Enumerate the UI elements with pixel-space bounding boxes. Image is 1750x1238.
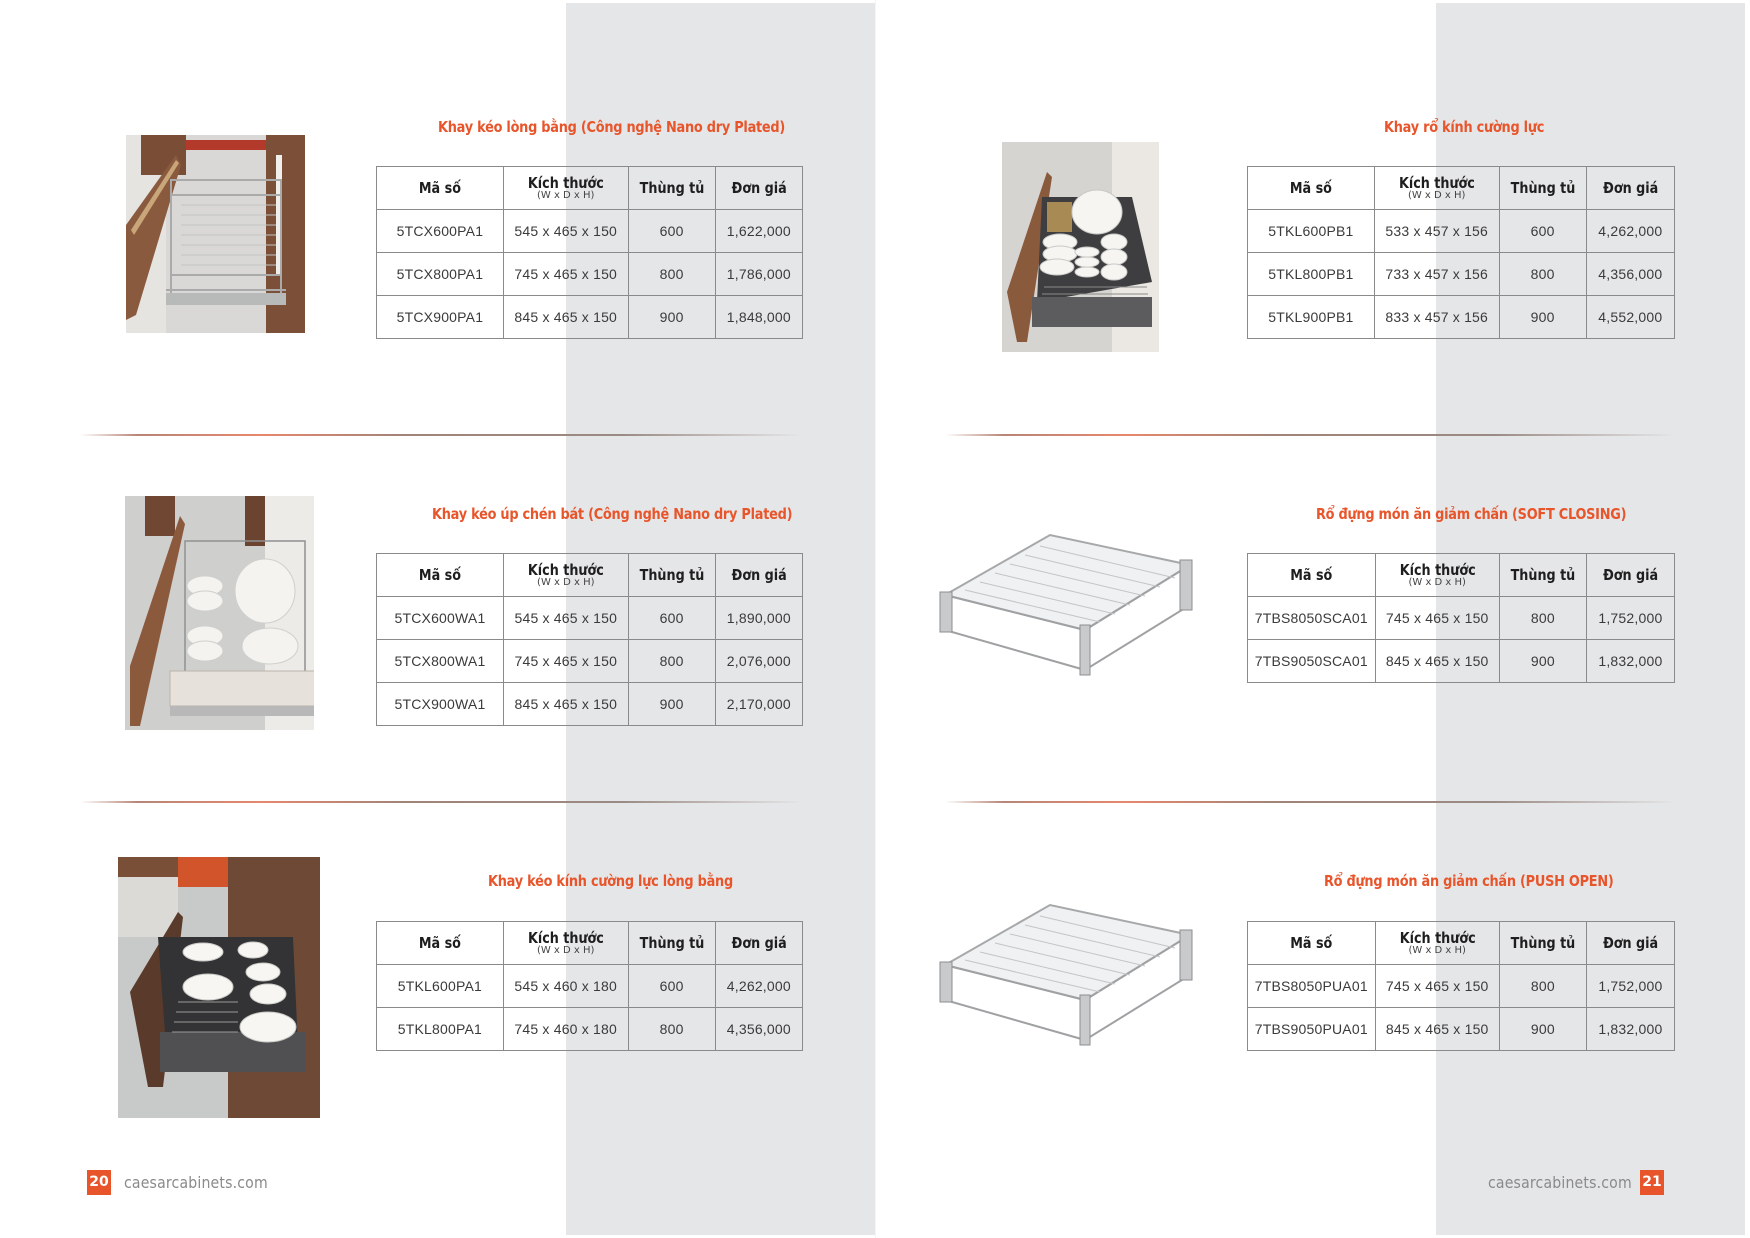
cell-cabinet: 800 bbox=[628, 253, 715, 296]
website-link[interactable]: caesarcabinets.com bbox=[1488, 1173, 1632, 1192]
section-divider bbox=[80, 434, 802, 436]
website-link[interactable]: caesarcabinets.com bbox=[124, 1173, 268, 1192]
cell-size: 845 x 465 x 150 bbox=[1375, 640, 1499, 683]
cell-price: 2,076,000 bbox=[715, 640, 802, 683]
table-row bbox=[1248, 296, 1675, 339]
table-row bbox=[1248, 253, 1675, 296]
table-header-row bbox=[377, 922, 803, 965]
cell-price: 1,786,000 bbox=[715, 253, 802, 296]
table-row bbox=[377, 210, 803, 253]
header-size: Kích thước (W x D x H) bbox=[503, 167, 628, 210]
cell-size: 845 x 465 x 150 bbox=[1375, 1008, 1499, 1051]
cell-cabinet: 600 bbox=[1499, 210, 1586, 253]
header-size: Kích thước (W x D x H) bbox=[503, 554, 628, 597]
cell-cabinet: 900 bbox=[1499, 1008, 1586, 1051]
cell-cabinet: 900 bbox=[628, 683, 715, 726]
header-size: Kích thước (W x D x H) bbox=[503, 922, 628, 965]
cell-price: 1,832,000 bbox=[1586, 1008, 1674, 1051]
cell-code: 5TCX800PA1 bbox=[377, 253, 504, 296]
cell-code: 5TKL800PB1 bbox=[1248, 253, 1375, 296]
cell-size: 833 x 457 x 156 bbox=[1374, 296, 1499, 339]
cell-cabinet: 900 bbox=[1499, 640, 1586, 683]
table-header-row bbox=[1248, 554, 1675, 597]
cell-cabinet: 800 bbox=[1499, 253, 1586, 296]
header-cabinet: Thùng tủ bbox=[628, 922, 715, 965]
table-row bbox=[1248, 1008, 1675, 1051]
section-title: Khay kéo kính cường lực lòng bằng bbox=[488, 872, 733, 890]
header-size: Kích thước (W x D x H) bbox=[1374, 167, 1499, 210]
cell-size: 545 x 460 x 180 bbox=[503, 965, 628, 1008]
cell-size: 733 x 457 x 156 bbox=[1374, 253, 1499, 296]
cell-price: 1,752,000 bbox=[1586, 597, 1674, 640]
cell-cabinet: 900 bbox=[1499, 296, 1586, 339]
price-table bbox=[1247, 166, 1675, 339]
cell-size: 745 x 460 x 180 bbox=[503, 1008, 628, 1051]
glass-basket-drawer-photo bbox=[1002, 142, 1159, 352]
header-price: Đơn giá bbox=[715, 167, 802, 210]
table-row bbox=[377, 1008, 803, 1051]
table-header-row bbox=[377, 554, 803, 597]
section-title: Khay kéo lòng bằng (Công nghệ Nano dry Plated) bbox=[438, 118, 786, 136]
wire-basket-soft-closing-photo bbox=[935, 520, 1200, 690]
cell-code: 5TCX900WA1 bbox=[377, 683, 504, 726]
section-divider bbox=[945, 434, 1675, 436]
header-code: Mã số bbox=[1248, 922, 1376, 965]
header-price: Đơn giá bbox=[1586, 554, 1674, 597]
section-title: Khay rổ kính cường lực bbox=[1384, 118, 1545, 136]
header-code: Mã số bbox=[377, 922, 504, 965]
cell-code: 5TKL600PB1 bbox=[1248, 210, 1375, 253]
cell-code: 5TKL800PA1 bbox=[377, 1008, 504, 1051]
cell-cabinet: 600 bbox=[628, 597, 715, 640]
table-row bbox=[1248, 640, 1675, 683]
cell-code: 7TBS9050SCA01 bbox=[1248, 640, 1376, 683]
header-size: Kích thước (W x D x H) bbox=[1375, 922, 1499, 965]
cell-cabinet: 600 bbox=[628, 210, 715, 253]
cell-code: 7TBS9050PUA01 bbox=[1248, 1008, 1376, 1051]
cell-size: 745 x 465 x 150 bbox=[503, 253, 628, 296]
cell-size: 845 x 465 x 150 bbox=[503, 296, 628, 339]
table-row bbox=[1248, 210, 1675, 253]
cell-cabinet: 900 bbox=[628, 296, 715, 339]
header-size: Kích thước (W x D x H) bbox=[1375, 554, 1499, 597]
wire-basket-push-open-photo bbox=[935, 890, 1200, 1060]
header-code: Mã số bbox=[377, 167, 504, 210]
section-title: Rổ đựng món ăn giảm chấn (PUSH OPEN) bbox=[1324, 872, 1614, 890]
cell-size: 545 x 465 x 150 bbox=[503, 597, 628, 640]
table-row bbox=[1248, 965, 1675, 1008]
price-table bbox=[376, 921, 803, 1051]
price-table bbox=[376, 166, 803, 339]
header-code: Mã số bbox=[377, 554, 504, 597]
cell-price: 1,848,000 bbox=[715, 296, 802, 339]
header-cabinet: Thùng tủ bbox=[1499, 554, 1586, 597]
header-code: Mã số bbox=[1248, 554, 1376, 597]
section-title: Rổ đựng món ăn giảm chấn (SOFT CLOSING) bbox=[1316, 505, 1627, 523]
cell-code: 5TCX600WA1 bbox=[377, 597, 504, 640]
header-code: Mã số bbox=[1248, 167, 1375, 210]
cell-code: 5TKL600PA1 bbox=[377, 965, 504, 1008]
header-price: Đơn giá bbox=[1586, 167, 1674, 210]
cell-price: 4,552,000 bbox=[1586, 296, 1674, 339]
cell-price: 4,356,000 bbox=[715, 1008, 802, 1051]
cell-size: 545 x 465 x 150 bbox=[503, 210, 628, 253]
cell-size: 745 x 465 x 150 bbox=[1375, 965, 1499, 1008]
table-row bbox=[377, 683, 803, 726]
section-divider bbox=[945, 801, 1675, 803]
header-cabinet: Thùng tủ bbox=[628, 554, 715, 597]
header-price: Đơn giá bbox=[1586, 922, 1674, 965]
page-number-badge: 20 bbox=[87, 1170, 111, 1195]
cell-price: 4,356,000 bbox=[1586, 253, 1674, 296]
cell-cabinet: 800 bbox=[628, 1008, 715, 1051]
header-price: Đơn giá bbox=[715, 922, 802, 965]
cell-price: 1,832,000 bbox=[1586, 640, 1674, 683]
cell-size: 845 x 465 x 150 bbox=[503, 683, 628, 726]
page-spine bbox=[875, 0, 876, 1238]
table-header-row bbox=[1248, 922, 1675, 965]
price-table bbox=[1247, 921, 1675, 1051]
cell-code: 5TKL900PB1 bbox=[1248, 296, 1375, 339]
header-cabinet: Thùng tủ bbox=[628, 167, 715, 210]
price-table bbox=[1247, 553, 1675, 683]
page-number-badge: 21 bbox=[1640, 1170, 1664, 1195]
cell-code: 7TBS8050PUA01 bbox=[1248, 965, 1376, 1008]
section-divider bbox=[80, 801, 802, 803]
cell-cabinet: 800 bbox=[1499, 965, 1586, 1008]
header-cabinet: Thùng tủ bbox=[1499, 922, 1586, 965]
header-price: Đơn giá bbox=[715, 554, 802, 597]
cell-size: 745 x 465 x 150 bbox=[1375, 597, 1499, 640]
table-header-row bbox=[377, 167, 803, 210]
cell-price: 1,890,000 bbox=[715, 597, 802, 640]
table-row bbox=[377, 296, 803, 339]
dish-rack-drawer-photo bbox=[125, 496, 314, 730]
cell-cabinet: 800 bbox=[628, 640, 715, 683]
cell-price: 4,262,000 bbox=[715, 965, 802, 1008]
table-row bbox=[377, 253, 803, 296]
cell-price: 1,752,000 bbox=[1586, 965, 1674, 1008]
section-title: Khay kéo úp chén bát (Công nghệ Nano dry Plated) bbox=[432, 505, 793, 523]
drawer-flat-basket-photo bbox=[126, 135, 305, 333]
cell-size: 533 x 457 x 156 bbox=[1374, 210, 1499, 253]
cell-cabinet: 800 bbox=[1499, 597, 1586, 640]
price-table bbox=[376, 553, 803, 726]
cell-price: 2,170,000 bbox=[715, 683, 802, 726]
cell-code: 7TBS8050SCA01 bbox=[1248, 597, 1376, 640]
cell-size: 745 x 465 x 150 bbox=[503, 640, 628, 683]
glass-drawer-plates-photo bbox=[118, 857, 320, 1118]
table-row bbox=[377, 597, 803, 640]
table-header-row bbox=[1248, 167, 1675, 210]
table-row bbox=[1248, 597, 1675, 640]
cell-code: 5TCX800WA1 bbox=[377, 640, 504, 683]
cell-cabinet: 600 bbox=[628, 965, 715, 1008]
cell-price: 4,262,000 bbox=[1586, 210, 1674, 253]
cell-price: 1,622,000 bbox=[715, 210, 802, 253]
cell-code: 5TCX600PA1 bbox=[377, 210, 504, 253]
table-row bbox=[377, 965, 803, 1008]
cell-code: 5TCX900PA1 bbox=[377, 296, 504, 339]
table-row bbox=[377, 640, 803, 683]
header-cabinet: Thùng tủ bbox=[1499, 167, 1586, 210]
